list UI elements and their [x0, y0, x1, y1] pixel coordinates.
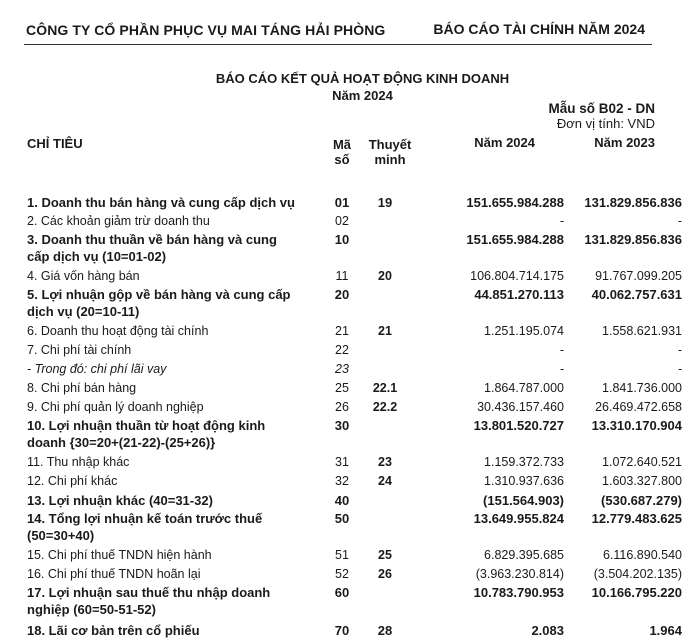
- page-header: [0, 0, 697, 46]
- table-row: [27, 360, 682, 379]
- row-label-line2: dịch vụ (20=10-11): [27, 304, 140, 319]
- row-label: 18. Lãi cơ bản trên cổ phiếu: [27, 623, 200, 638]
- table-row: [27, 472, 682, 491]
- row-label-line1: 3. Doanh thu thuần về bán hàng và cung: [27, 232, 277, 247]
- row-code: 10: [334, 232, 350, 247]
- row-code: 52: [335, 567, 349, 581]
- row-note: 19: [377, 195, 393, 210]
- row-value-2024: 1.251.195.074: [484, 324, 564, 338]
- column-header-code: [328, 137, 356, 167]
- column-header-2023: Năm 2023: [594, 135, 655, 150]
- table-row: [27, 510, 682, 546]
- company-name: CÔNG TY CỔ PHẦN PHỤC VỤ MAI TÁNG HẢI PHÒNG: [26, 22, 386, 38]
- row-value-2023: 40.062.757.631: [591, 287, 682, 302]
- row-value-2023: 1.072.640.521: [602, 455, 682, 469]
- row-value-2024: 106.804.714.175: [470, 269, 564, 283]
- row-value-2023: 12.779.483.625: [591, 511, 682, 526]
- row-label: 16. Chi phí thuế TNDN hoãn lại: [27, 567, 201, 581]
- row-code: 01: [334, 195, 350, 210]
- row-value-2023: 13.310.170.904: [591, 418, 682, 433]
- row-value-2023: 1.603.327.800: [602, 474, 682, 488]
- table-row: [27, 417, 682, 453]
- table-row: [27, 453, 682, 472]
- statement-period: Năm 2024: [332, 88, 393, 103]
- row-code: 21: [335, 324, 349, 338]
- row-label: 13. Lợi nhuận khác (40=31-32): [27, 493, 213, 508]
- row-label: 7. Chi phí tài chính: [27, 343, 132, 357]
- column-header-item: CHỈ TIÊU: [27, 136, 83, 151]
- row-label: 6. Doanh thu hoạt động tài chính: [27, 324, 209, 338]
- row-note: 24: [378, 474, 392, 488]
- row-label-line2: doanh {30=20+(21-22)-(25+26)}: [27, 435, 216, 450]
- currency-unit: Đơn vị tính: VND: [556, 116, 655, 131]
- table-row: [27, 546, 682, 565]
- row-code: 23: [335, 362, 349, 376]
- row-label: 2. Các khoản giảm trừ doanh thu: [27, 214, 210, 228]
- row-label: 8. Chi phí bán hàng: [27, 381, 137, 395]
- row-code: 30: [334, 418, 350, 433]
- row-note: [356, 286, 414, 322]
- row-note: [356, 231, 414, 267]
- header-divider: [24, 44, 652, 45]
- table-row: [27, 212, 682, 231]
- row-value-2024: -: [559, 343, 564, 357]
- row-code: 51: [335, 548, 349, 562]
- row-note: [356, 360, 414, 379]
- row-value-2024: 151.655.984.288: [466, 232, 564, 247]
- row-code: 11: [335, 269, 349, 283]
- row-note: [356, 341, 414, 360]
- table-row: [27, 341, 682, 360]
- row-value-2023: 26.469.472.658: [595, 400, 682, 414]
- row-label-line2: nghiệp (60=50-51-52): [27, 602, 156, 617]
- row-code: 50: [334, 511, 350, 526]
- report-name: BÁO CÁO TÀI CHÍNH NĂM 2024: [433, 21, 645, 37]
- row-code: 40: [334, 493, 350, 508]
- row-value-2024: 10.783.790.953: [473, 585, 564, 600]
- row-value-2024: 2.083: [531, 623, 564, 638]
- row-value-2023: 131.829.856.836: [584, 232, 682, 247]
- row-label: 9. Chi phí quản lý doanh nghiệp: [27, 400, 204, 414]
- row-note: [356, 491, 414, 510]
- row-label: [27, 510, 328, 546]
- row-note: [356, 584, 414, 620]
- table-row: [27, 620, 682, 642]
- table-row: [27, 398, 682, 417]
- row-value-2024: 30.436.157.460: [477, 400, 564, 414]
- row-value-2024: -: [559, 214, 564, 228]
- row-code: 26: [335, 400, 349, 414]
- column-header-note: [361, 137, 419, 167]
- table-row: [27, 565, 682, 584]
- row-value-2023: -: [677, 362, 682, 376]
- row-code: 70: [334, 623, 350, 638]
- row-note: 21: [378, 324, 392, 338]
- row-code: 22: [335, 343, 349, 357]
- row-code: 32: [335, 474, 349, 488]
- table-row: [27, 193, 682, 212]
- row-value-2023: (530.687.279): [601, 493, 682, 508]
- column-header-note-line1: Thuyết: [368, 137, 412, 152]
- table-row: [27, 286, 682, 322]
- row-label: [27, 584, 328, 620]
- row-value-2024: (3.963.230.814): [475, 567, 564, 581]
- row-value-2024: 1.310.937.636: [484, 474, 564, 488]
- row-value-2023: 10.166.795.220: [591, 585, 682, 600]
- row-label: [27, 417, 328, 453]
- row-label: 15. Chi phí thuế TNDN hiện hành: [27, 548, 212, 562]
- row-value-2023: 6.116.890.540: [602, 548, 682, 562]
- row-code: 60: [334, 585, 350, 600]
- form-info: [548, 101, 655, 131]
- row-label-line1: 5. Lợi nhuận gộp về bán hàng và cung cấp: [27, 287, 291, 302]
- table-row: [27, 491, 682, 510]
- row-label-line2: (50=30+40): [27, 528, 95, 543]
- row-value-2023: 1.841.736.000: [602, 381, 682, 395]
- row-label-line1: 14. Tổng lợi nhuận kế toán trước thuế: [27, 511, 263, 526]
- row-note: [356, 510, 414, 546]
- row-value-2024: 1.864.787.000: [484, 381, 564, 395]
- row-value-2023: 91.767.099.205: [595, 269, 682, 283]
- row-note: 25: [378, 548, 392, 562]
- row-label: 12. Chi phí khác: [27, 474, 118, 488]
- row-code: 20: [334, 287, 350, 302]
- row-label-line1: 10. Lợi nhuận thuần từ hoạt động kinh: [27, 418, 266, 433]
- row-value-2024: (151.564.903): [483, 493, 564, 508]
- table-row: [27, 322, 682, 341]
- row-label: [27, 286, 328, 322]
- table-row: [27, 379, 682, 398]
- row-note: 23: [378, 455, 392, 469]
- row-value-2024: 13.801.520.727: [473, 418, 564, 433]
- row-value-2024: 6.829.395.685: [484, 548, 564, 562]
- column-header-2024: Năm 2024: [474, 135, 535, 150]
- row-code: 02: [335, 214, 349, 228]
- row-value-2023: (3.504.202.135): [593, 567, 682, 581]
- row-value-2024: 1.159.372.733: [484, 455, 564, 469]
- statement-title: BÁO CÁO KẾT QUẢ HOẠT ĐỘNG KINH DOANH: [215, 71, 510, 86]
- row-note: 26: [378, 567, 392, 581]
- row-code: 25: [335, 381, 349, 395]
- row-note: 20: [378, 269, 392, 283]
- row-note: [356, 417, 414, 453]
- column-header-note-line2: minh: [374, 152, 406, 167]
- row-code: 31: [335, 455, 349, 469]
- row-label: 11. Thu nhập khác: [27, 455, 130, 469]
- row-note: 28: [377, 623, 393, 638]
- column-header-code-line1: Mã: [332, 137, 352, 152]
- table-row: [27, 584, 682, 620]
- row-value-2023: 131.829.856.836: [584, 195, 682, 210]
- row-value-2024: 151.655.984.288: [466, 195, 564, 210]
- row-note: [356, 212, 414, 231]
- row-value-2023: -: [677, 343, 682, 357]
- row-label-line1: 17. Lợi nhuận sau thuế thu nhập doanh: [27, 585, 271, 600]
- row-value-2023: 1.964: [649, 623, 682, 638]
- row-value-2024: 13.649.955.824: [473, 511, 564, 526]
- table-row: [27, 267, 682, 286]
- form-code: Mẫu số B02 - DN: [548, 101, 655, 116]
- row-label-line2: cấp dịch vụ (10=01-02): [27, 249, 167, 264]
- row-label: - Trong đó: chi phí lãi vay: [27, 362, 167, 376]
- row-value-2023: 1.558.621.931: [602, 324, 682, 338]
- row-value-2024: -: [559, 362, 564, 376]
- column-header-code-line2: số: [334, 152, 350, 167]
- income-statement-table: [27, 193, 682, 642]
- row-value-2023: -: [677, 214, 682, 228]
- row-label: 4. Giá vốn hàng bán: [27, 269, 140, 283]
- row-value-2024: 44.851.270.113: [474, 287, 564, 302]
- row-label: 1. Doanh thu bán hàng và cung cấp dịch vụ: [27, 195, 295, 210]
- row-label: [27, 231, 328, 267]
- row-note: 22.2: [372, 400, 398, 414]
- row-note: 22.1: [372, 381, 398, 395]
- table-row: [27, 231, 682, 267]
